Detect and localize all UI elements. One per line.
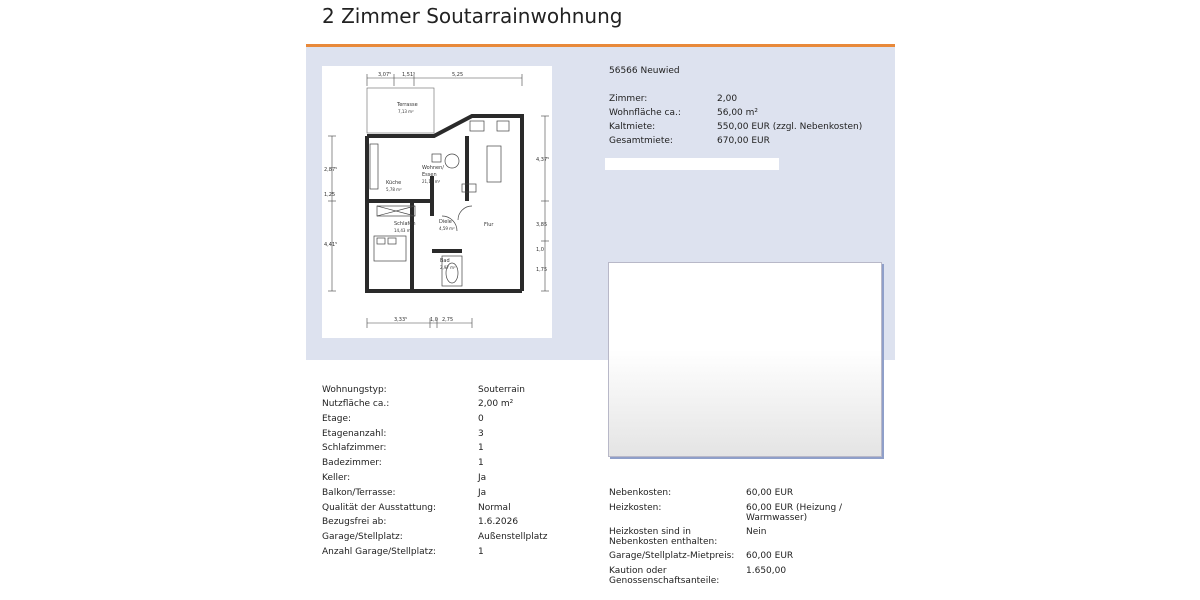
room-flur: Flur bbox=[484, 222, 494, 228]
detail-value-nutzflaeche: 2,00 m² bbox=[478, 399, 514, 409]
detail-label-bezugsfrei: Bezugsfrei ab: bbox=[322, 517, 387, 527]
detail-label-etagenanzahl: Etagenanzahl: bbox=[322, 429, 387, 439]
detail-value-etagenanzahl: 3 bbox=[478, 429, 484, 439]
detail-value-stellplatz-miete: 60,00 EUR bbox=[746, 551, 794, 561]
dim-left-1: 2,87⁵ bbox=[324, 167, 338, 173]
detail-value-badezimmer: 1 bbox=[478, 458, 484, 468]
dim-top-3: 5,25 bbox=[452, 72, 464, 78]
summary-label-zimmer: Zimmer: bbox=[609, 94, 648, 104]
contact-bar[interactable] bbox=[605, 158, 779, 170]
dim-top-2: 1,51⁵ bbox=[402, 72, 416, 78]
room-bad: Bad bbox=[440, 258, 450, 264]
room-kueche: Küche bbox=[386, 180, 402, 186]
dim-bottom-3: 2,75 bbox=[442, 317, 454, 323]
room-bad-area: 2,97 m² bbox=[440, 265, 456, 270]
dim-left-3: 4,41⁵ bbox=[324, 242, 338, 248]
detail-label-heizkosten: Heizkosten: bbox=[609, 503, 662, 513]
summary-label-kaltmiete: Kaltmiete: bbox=[609, 122, 656, 132]
detail-label-garage: Garage/Stellplatz: bbox=[322, 532, 403, 542]
detail-label-kaution: Kaution oder Genossenschaftsanteile: bbox=[609, 566, 720, 586]
room-diele-area: 4,59 m² bbox=[439, 226, 455, 231]
detail-label-anzahl-garage: Anzahl Garage/Stellplatz: bbox=[322, 547, 436, 557]
room-schlafen: Schlafen bbox=[394, 221, 416, 227]
detail-label-ausstattung: Qualität der Ausstattung: bbox=[322, 503, 437, 513]
detail-value-keller: Ja bbox=[478, 473, 487, 483]
detail-value-anzahl-garage: 1 bbox=[478, 547, 484, 557]
detail-value-heizkosten-enthalten: Nein bbox=[746, 527, 767, 537]
detail-label-keller: Keller: bbox=[322, 473, 351, 483]
dim-right-2: 3,85 bbox=[536, 222, 548, 228]
floor-plan bbox=[322, 66, 552, 338]
room-diele: Diele bbox=[439, 219, 452, 225]
detail-label-schlafzimmer: Schlafzimmer: bbox=[322, 443, 387, 453]
detail-label-badezimmer: Badezimmer: bbox=[322, 458, 382, 468]
detail-label-heizkosten-enthalten: Heizkosten sind in Nebenkosten enthalten: bbox=[609, 527, 718, 547]
detail-label-wohnungstyp: Wohnungstyp: bbox=[322, 385, 387, 395]
detail-label-nebenkosten: Nebenkosten: bbox=[609, 488, 672, 498]
detail-value-heizkosten: 60,00 EUR (Heizung / Warmwasser) bbox=[746, 503, 843, 523]
summary-value-gesamtmiete: 670,00 EUR bbox=[717, 136, 770, 146]
detail-value-kaution: 1.650,00 bbox=[746, 566, 787, 576]
room-wohnen: Wohnen/ bbox=[422, 165, 444, 171]
detail-value-ausstattung: Normal bbox=[478, 503, 511, 513]
detail-value-etage: 0 bbox=[478, 414, 484, 424]
detail-value-balkon: Ja bbox=[478, 488, 487, 498]
room-terrasse-area: 7,13 m² bbox=[398, 109, 414, 114]
summary-label-gesamtmiete: Gesamtmiete: bbox=[609, 136, 673, 146]
room-schlafen-area: 14,43 m² bbox=[394, 228, 413, 233]
detail-label-balkon: Balkon/Terrasse: bbox=[322, 488, 396, 498]
summary-value-kaltmiete: 550,00 EUR (zzgl. Nebenkosten) bbox=[717, 122, 863, 132]
detail-value-schlafzimmer: 1 bbox=[478, 443, 484, 453]
dim-right-1: 4,37⁵ bbox=[536, 157, 550, 163]
dim-left-2: 1,25 bbox=[324, 192, 336, 198]
room-essen: Essen bbox=[422, 172, 437, 178]
detail-value-nebenkosten: 60,00 EUR bbox=[746, 488, 794, 498]
dim-right-3: 1,0 bbox=[536, 247, 544, 253]
room-kueche-area: 5,78 m² bbox=[386, 187, 402, 192]
detail-value-garage: Außenstellplatz bbox=[478, 532, 548, 542]
summary-label-wohnflaeche: Wohnfläche ca.: bbox=[609, 108, 681, 118]
room-wohnen-area: 21,16 m² bbox=[422, 179, 441, 184]
page-title: 2 Zimmer Soutarrainwohnung bbox=[322, 4, 623, 28]
summary-value-zimmer: 2,00 bbox=[717, 94, 738, 104]
detail-value-wohnungstyp: Souterrain bbox=[478, 385, 525, 395]
summary-value-wohnflaeche: 56,00 m² bbox=[717, 108, 759, 118]
dim-bottom-2: 1,0 bbox=[430, 317, 438, 323]
dim-top-1: 3,07⁵ bbox=[378, 72, 392, 78]
location: 56566 Neuwied bbox=[609, 66, 680, 76]
detail-label-stellplatz-miete: Garage/Stellplatz-Mietpreis: bbox=[609, 551, 735, 561]
photo-placeholder[interactable] bbox=[608, 262, 882, 457]
dim-right-4: 1,75 bbox=[536, 267, 548, 273]
dim-bottom-1: 3,33⁵ bbox=[394, 317, 408, 323]
room-terrasse: Terrasse bbox=[397, 102, 418, 108]
detail-label-etage: Etage: bbox=[322, 414, 352, 424]
detail-value-bezugsfrei: 1.6.2026 bbox=[478, 517, 519, 527]
floor-plan-drawing bbox=[322, 66, 552, 338]
detail-label-nutzflaeche: Nutzfläche ca.: bbox=[322, 399, 390, 409]
